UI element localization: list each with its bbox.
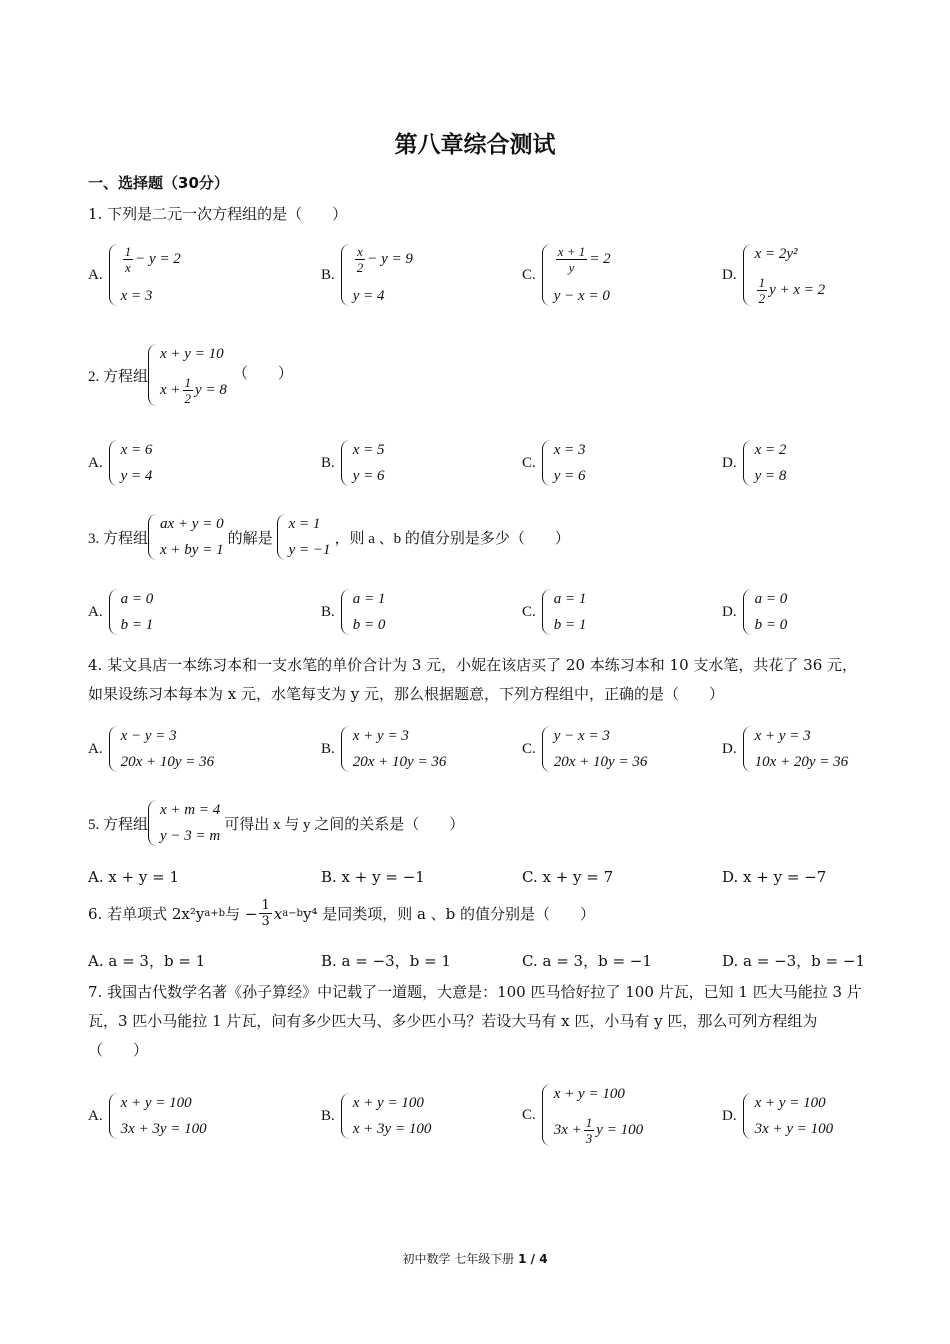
q3-option-d[interactable]: D. a = 0 b = 0 bbox=[722, 591, 788, 633]
q2-option-a[interactable]: A. x = 6 y = 4 bbox=[88, 442, 153, 484]
option-label: B. bbox=[321, 266, 335, 283]
brace bbox=[109, 726, 118, 772]
brace bbox=[341, 1093, 350, 1139]
q6-option-d[interactable]: D. a = −3，b = −1 bbox=[722, 952, 866, 970]
q6-option-c[interactable]: C. a = 3，b = −1 bbox=[522, 952, 652, 970]
q1-option-c[interactable] bbox=[522, 244, 611, 306]
equation-row: x + y = 10 bbox=[160, 346, 224, 362]
brace bbox=[542, 726, 551, 772]
q2-option-b[interactable]: B. x = 5 y = 6 bbox=[321, 442, 385, 484]
brace bbox=[743, 1093, 752, 1139]
brace bbox=[277, 514, 286, 560]
q4-option-a[interactable]: A. x − y = 3 20x + 10y = 36 bbox=[88, 728, 215, 770]
q1-option-d[interactable] bbox=[722, 244, 825, 306]
brace bbox=[109, 244, 118, 306]
q7-option-d[interactable]: D. x + y = 100 3x + y = 100 bbox=[722, 1095, 834, 1137]
q5-option-b[interactable]: B. x + y = −1 bbox=[321, 868, 425, 886]
brace bbox=[341, 589, 350, 635]
brace bbox=[109, 589, 118, 635]
q5-option-c[interactable]: C. x + y = 7 bbox=[522, 868, 614, 886]
page-title: 第八章综合测试 bbox=[394, 132, 556, 158]
q4-option-c[interactable]: C. y − x = 3 20x + 10y = 36 bbox=[522, 728, 648, 770]
option-label: A. bbox=[88, 266, 103, 283]
q1-option-a[interactable] bbox=[88, 244, 181, 306]
question-4-stem: 4. 某文具店一本练习本和一支水笔的单价合计为 3 元，小妮在该店买了 20 本练习本和 10 支水笔，共花了 36 元，如果设练习本每本为 x 元，水笔每支为 y 元，那么根据题意，下列方程组中，正确的是（ ） bbox=[88, 656, 858, 703]
brace bbox=[743, 589, 752, 635]
equation-row: $\frac{x + 1}{y}$ = 2 bbox=[557, 244, 611, 275]
brace bbox=[743, 440, 752, 486]
page-footer: 初中数学 七年级下册 1 / 4 bbox=[402, 1252, 548, 1266]
q6-option-a[interactable]: A. a = 3，b = 1 bbox=[88, 952, 206, 970]
equation-row: x = 3 bbox=[120, 288, 153, 304]
brace bbox=[743, 244, 752, 306]
equation-row: $\frac{1}{2}$ y + x = 2 bbox=[758, 275, 826, 306]
brace bbox=[148, 344, 157, 406]
q3-option-c[interactable]: C. a = 1 b = 1 bbox=[522, 591, 587, 633]
brace bbox=[743, 726, 752, 772]
brace bbox=[341, 440, 350, 486]
q3-option-a[interactable]: A. a = 0 b = 1 bbox=[88, 591, 154, 633]
q5-option-d[interactable]: D. x + y = −7 bbox=[722, 868, 827, 886]
question-6-stem: 6. 若单项式 2x²y a+b 与 − $\frac{1}{3}$ x a−b y⁴ 是同类项，则 a 、b 的值分别是（ ） bbox=[88, 898, 596, 929]
q4-option-d[interactable]: D. x + y = 3 10x + 20y = 36 bbox=[722, 728, 849, 770]
equation-row: y − x = 0 bbox=[553, 288, 610, 304]
question-7-stem: 7. 我国古代数学名著《孙子算经》中记载了一道题，大意是：100 匹马恰好拉了 100 片瓦，已知 1 匹大马能拉 3 片瓦，3 匹小马能拉 1 片瓦，问有多少匹大马、多少匹小马？若设大马有 x 匹，小马有 y 匹，那么可列方程组为（ ） bbox=[88, 983, 862, 1059]
brace bbox=[542, 589, 551, 635]
q6-option-b[interactable]: B. a = −3，b = 1 bbox=[321, 952, 451, 970]
q7-option-a[interactable]: A. x + y = 100 3x + 3y = 100 bbox=[88, 1095, 207, 1137]
option-label: C. bbox=[522, 266, 536, 283]
equation-row: y = 4 bbox=[352, 288, 385, 304]
equation-row: $\frac{1}{x}$ − y = 2 bbox=[124, 244, 181, 275]
brace bbox=[542, 1084, 551, 1146]
q4-option-b[interactable]: B. x + y = 3 20x + 10y = 36 bbox=[321, 728, 447, 770]
equation-row: x = 2y² bbox=[754, 246, 798, 262]
q5-option-a[interactable]: A. x + y = 1 bbox=[88, 868, 180, 886]
question-2-stem: 2. 方程组 x + y = 10 x + $\frac{1}{2}$ y = 8 （ ） bbox=[88, 346, 293, 406]
equation-row: $\frac{x}{2}$ − y = 9 bbox=[356, 244, 413, 275]
brace bbox=[109, 1093, 118, 1139]
q2-option-d[interactable]: D. x = 2 y = 8 bbox=[722, 442, 787, 484]
brace bbox=[341, 726, 350, 772]
brace bbox=[341, 244, 350, 306]
q2-option-c[interactable]: C. x = 3 y = 6 bbox=[522, 442, 586, 484]
brace bbox=[148, 514, 157, 560]
q7-option-c[interactable]: C. x + y = 100 3x + $\frac{1}{3}$ y = 100 bbox=[522, 1086, 644, 1146]
section-heading: 一、选择题（30分） bbox=[88, 174, 229, 192]
brace bbox=[542, 440, 551, 486]
question-3-stem: 3. 方程组 ax + y = 0 x + by = 1 的解是 x = 1 y = −1 ，则 a 、b 的值分别是多少（ ） bbox=[88, 516, 570, 558]
brace bbox=[109, 440, 118, 486]
brace bbox=[542, 244, 551, 306]
question-5-stem: 5. 方程组 x + m = 4 y − 3 = m 可得出 x 与 y 之间的关系是（ ） bbox=[88, 802, 465, 844]
q3-option-b[interactable]: B. a = 1 b = 0 bbox=[321, 591, 386, 633]
brace bbox=[148, 800, 157, 846]
option-label: D. bbox=[722, 266, 737, 283]
q7-option-b[interactable]: B. x + y = 100 x + 3y = 100 bbox=[321, 1095, 432, 1137]
page-number: 1 / 4 bbox=[518, 1252, 548, 1266]
equation-row: x + $\frac{1}{2}$ y = 8 bbox=[160, 375, 227, 406]
q1-option-b[interactable] bbox=[321, 244, 413, 306]
question-1-stem: 1. 下列是二元一次方程组的是（ ） bbox=[88, 205, 348, 223]
